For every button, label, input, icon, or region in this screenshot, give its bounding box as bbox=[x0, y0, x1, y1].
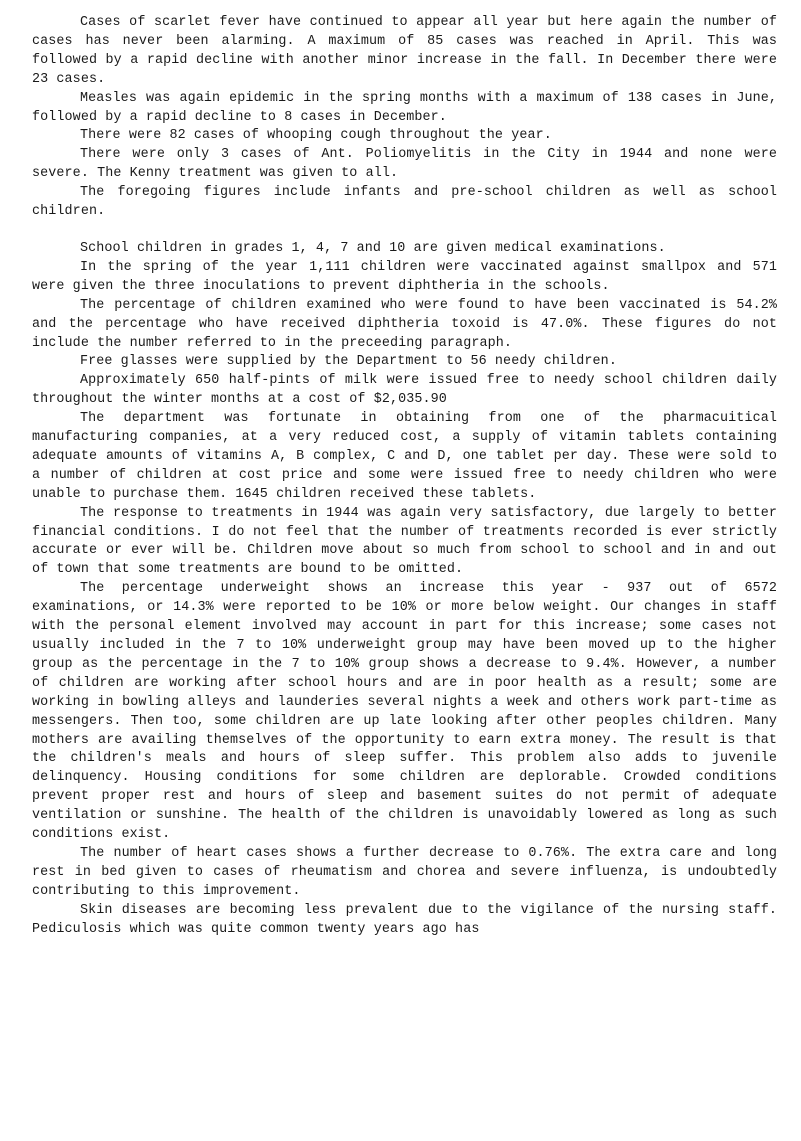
paragraph-vaccinations: In the spring of the year 1,111 children were vaccinated against smallpox and 571 were given the three inoculations to prevent diphtheria in the schools. bbox=[32, 259, 777, 294]
paragraph-skin-diseases: Skin diseases are becoming less prevalent due to the vigilance of the nursing staff. Pediculosis which was quite common twenty years ago has bbox=[32, 902, 777, 937]
paragraph-figures-note: The foregoing figures include infants and pre-school children as well as school children. bbox=[32, 185, 777, 220]
paragraph-milk: Approximately 650 half-pints of milk were issued free to needy school children daily throughout the winter months at a cost of $2,035.90 bbox=[32, 373, 777, 408]
paragraph-vitamin-tablets: The department was fortunate in obtaining from one of the pharmacuitical manufacturing companies, at a very reduced cost, a supply of vitamin tablets containing adequate amounts of vitamins A, B complex, C and D, one tablet per day. These were sold to a number of children at cost price and some were issued free to needy children who were unable to purchase them. 1645 children received these tablets. bbox=[32, 411, 777, 502]
paragraph-vaccination-percentage: The percentage of children examined who were found to have been vaccinated is 54.2% and the percentage who have received diphtheria toxoid is 47.0%. These figures do not include the number referred to in the preceeding paragraph. bbox=[32, 297, 777, 351]
paragraph-underweight: The percentage underweight shows an increase this year - 937 out of 6572 examinations, or 14.3% were reported to be 10% or more below weight. Our changes in staff with the personal element involved may account in part for this increase; some cases not usually included in the 7 to 10% underweight group may have been moved up to the higher group as the percentage in the 7 to 10% group shows a decrease to 9.4%. However, a number of children are working after school hours and are in poor health as a result; some are working in bowling alleys and launderies several nights a week and others work part-time as messengers. Then too, some children are up late looking after other peoples children. Many mothers are availing themselves of the opportunity to earn extra money. The result is that the children's meals and hours of sleep suffer. This problem also adds to juvenile delinquency. Housing conditions for some children are deplorable. Crowded conditions prevent proper rest and hours of sleep and basement suites do not permit of adequate ventilation or sunshine. The health of the children is unavoidably lowered as long as such conditions exist. bbox=[32, 581, 777, 843]
paragraph-scarlet-fever: Cases of scarlet fever have continued to appear all year but here again the number of cases has never been alarming. A maximum of 85 cases was reached in April. This was followed by a rapid decline with another minor increase in the fall. In December there were 23 cases. bbox=[32, 15, 777, 87]
paragraph-poliomyelitis: There were only 3 cases of Ant. Poliomyelitis in the City in 1944 and none were severe. The Kenny treatment was given to all. bbox=[32, 147, 777, 182]
paragraph-measles: Measles was again epidemic in the spring months with a maximum of 138 cases in June, followed by a rapid decline to 8 cases in December. bbox=[32, 90, 777, 125]
paragraph-whooping-cough: There were 82 cases of whooping cough throughout the year. bbox=[80, 128, 552, 144]
paragraph-gap bbox=[32, 222, 777, 240]
paragraph-heart-cases: The number of heart cases shows a further decrease to 0.76%. The extra care and long rest in bed given to cases of rheumatism and chorea and severe influenza, is undoubtedly contributing to this improvement. bbox=[32, 845, 777, 899]
paragraph-free-glasses: Free glasses were supplied by the Department to 56 needy children. bbox=[80, 354, 617, 370]
paragraph-medical-exams: School children in grades 1, 4, 7 and 10 are given medical examinations. bbox=[80, 240, 666, 256]
paragraph-treatments: The response to treatments in 1944 was again very satisfactory, due largely to better financial conditions. I do not feel that the number of treatments recorded is ever strictly accurate or ever will be. Children move about so much from school to school and in and out of town that some treatments are bound to be omitted. bbox=[32, 505, 777, 578]
